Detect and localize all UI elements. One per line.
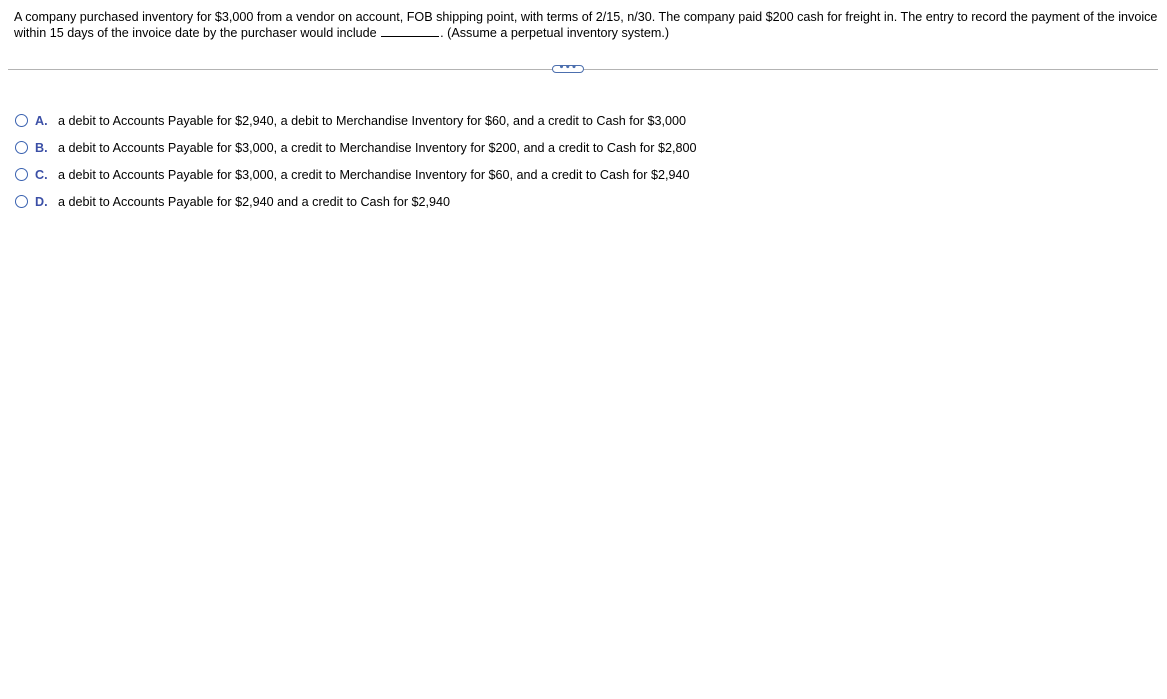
choice-a[interactable]: [15, 107, 696, 134]
choice-d[interactable]: [15, 188, 696, 215]
question-text-part-1: A company purchased inventory for $3,000 from a vendor on account, FOB shipping point, with terms of 2/15, n/30. The company paid $200 cash for freight in. The entry to record the payment of the invoice within 15 days of the invoice date by the purchaser would include: [14, 10, 1158, 40]
answer-blank: [381, 25, 439, 37]
radio-button-icon[interactable]: [15, 141, 28, 154]
choice-text[interactable]: a debit to Accounts Payable for $3,000, a credit to Merchandise Inventory for $200, and a credit to Cash for $2,800: [58, 140, 697, 155]
choice-b[interactable]: [15, 134, 696, 161]
question-text: [14, 9, 1159, 41]
choice-letter: B.: [35, 140, 48, 155]
choice-letter: A.: [35, 113, 48, 128]
choice-text[interactable]: a debit to Accounts Payable for $2,940 and a credit to Cash for $2,940: [58, 194, 451, 209]
radio-button-icon[interactable]: [15, 114, 28, 127]
choice-letter: D.: [35, 194, 48, 209]
answer-choices: [15, 107, 696, 215]
more-dots-icon: •••: [558, 62, 578, 73]
radio-button-icon[interactable]: [15, 168, 28, 181]
choice-c[interactable]: [15, 161, 696, 188]
choice-text[interactable]: a debit to Accounts Payable for $2,940, a debit to Merchandise Inventory for $60, and a credit to Cash for $3,000: [58, 113, 686, 128]
question-text-part-2: . (Assume a perpetual inventory system.): [440, 26, 670, 40]
expand-more-button[interactable]: [552, 62, 584, 73]
choice-text[interactable]: a debit to Accounts Payable for $3,000, a credit to Merchandise Inventory for $60, and a credit to Cash for $2,940: [58, 167, 690, 182]
choice-letter: C.: [35, 167, 48, 182]
radio-button-icon[interactable]: [15, 195, 28, 208]
